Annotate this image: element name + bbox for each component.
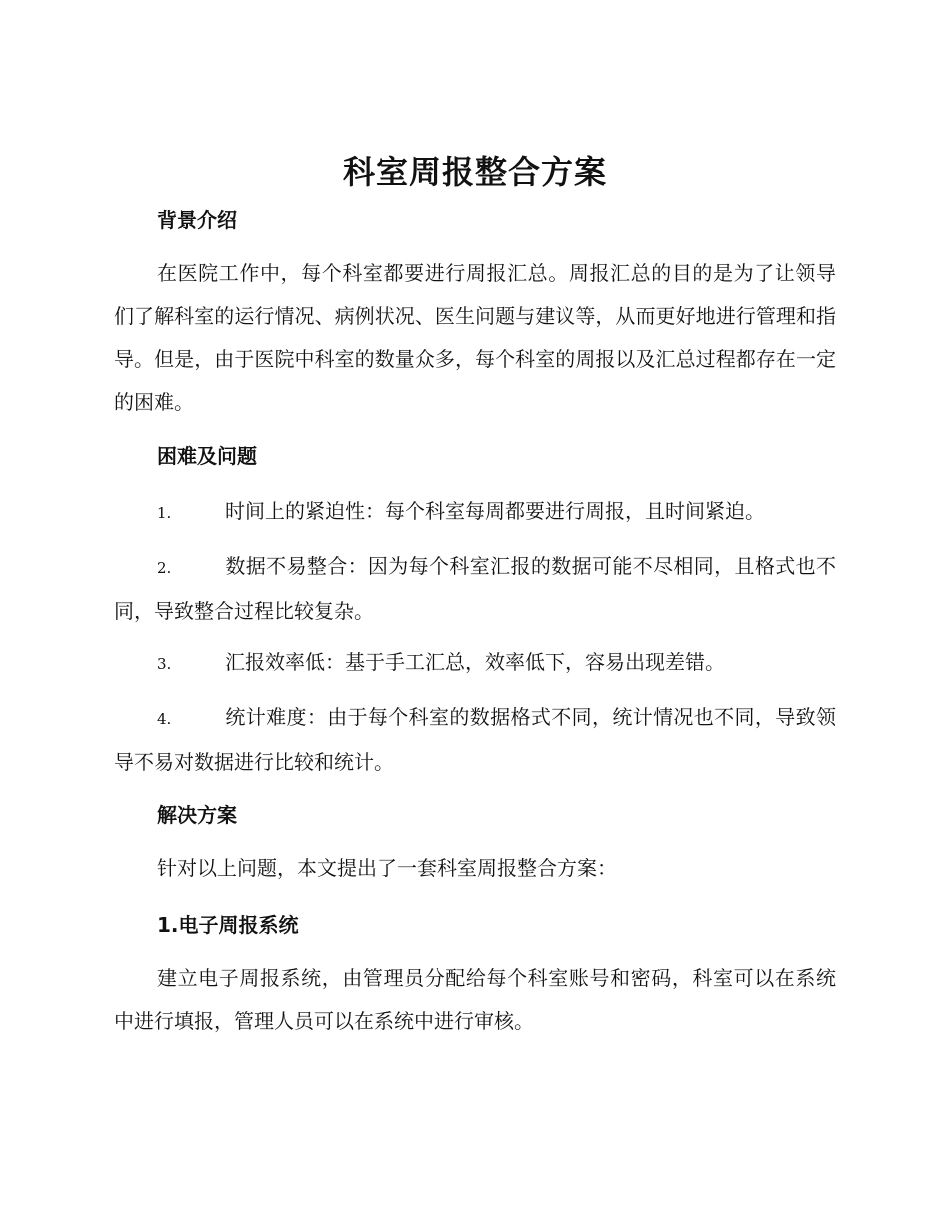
problem-item-text: 数据不易整合：因为每个科室汇报的数据可能不尽相同，且格式也不同，导致整合过程比较复杂。 xyxy=(114,554,836,623)
problem-item-number: 4. xyxy=(157,710,172,728)
problem-item-text: 时间上的紧迫性：每个科室每周都要进行周报，且时间紧迫。 xyxy=(225,499,765,523)
problem-item xyxy=(114,490,836,535)
problem-item-number: 3. xyxy=(157,655,172,673)
problem-item xyxy=(114,641,836,686)
problem-item-text: 汇报效率低：基于手工汇总，效率低下，容易出现差错。 xyxy=(225,650,725,674)
background-paragraph: 在医院工作中，每个科室都要进行周报汇总。周报汇总的目的是为了让领导们了解科室的运行情况、病例状况、医生问题与建议等，从而更好地进行管理和指导。但是，由于医院中科室的数量众多，每个科室的周报以及汇总过程都存在一定的困难。 xyxy=(114,261,836,414)
section-heading-background: 背景介绍 xyxy=(157,208,237,232)
subsection-heading-electronic-report-system: 1.电子周报系统 xyxy=(157,913,299,937)
page-title: 科室周报整合方案 xyxy=(342,153,607,191)
solution-intro: 针对以上问题，本文提出了一套科室周报整合方案： xyxy=(157,856,617,880)
problem-item xyxy=(114,696,836,784)
problem-item-text: 统计难度：由于每个科室的数据格式不同，统计情况也不同，导致领导不易对数据进行比较和统计。 xyxy=(114,705,836,774)
section-heading-problems: 困难及问题 xyxy=(157,444,257,468)
section-heading-solution: 解决方案 xyxy=(157,803,237,827)
problem-item-number: 1. xyxy=(157,504,172,522)
problem-item-number: 2. xyxy=(157,559,172,577)
solution-paragraph: 建立电子周报系统，由管理员分配给每个科室账号和密码，科室可以在系统中进行填报，管理人员可以在系统中进行审核。 xyxy=(114,966,836,1033)
problem-item xyxy=(114,545,836,633)
